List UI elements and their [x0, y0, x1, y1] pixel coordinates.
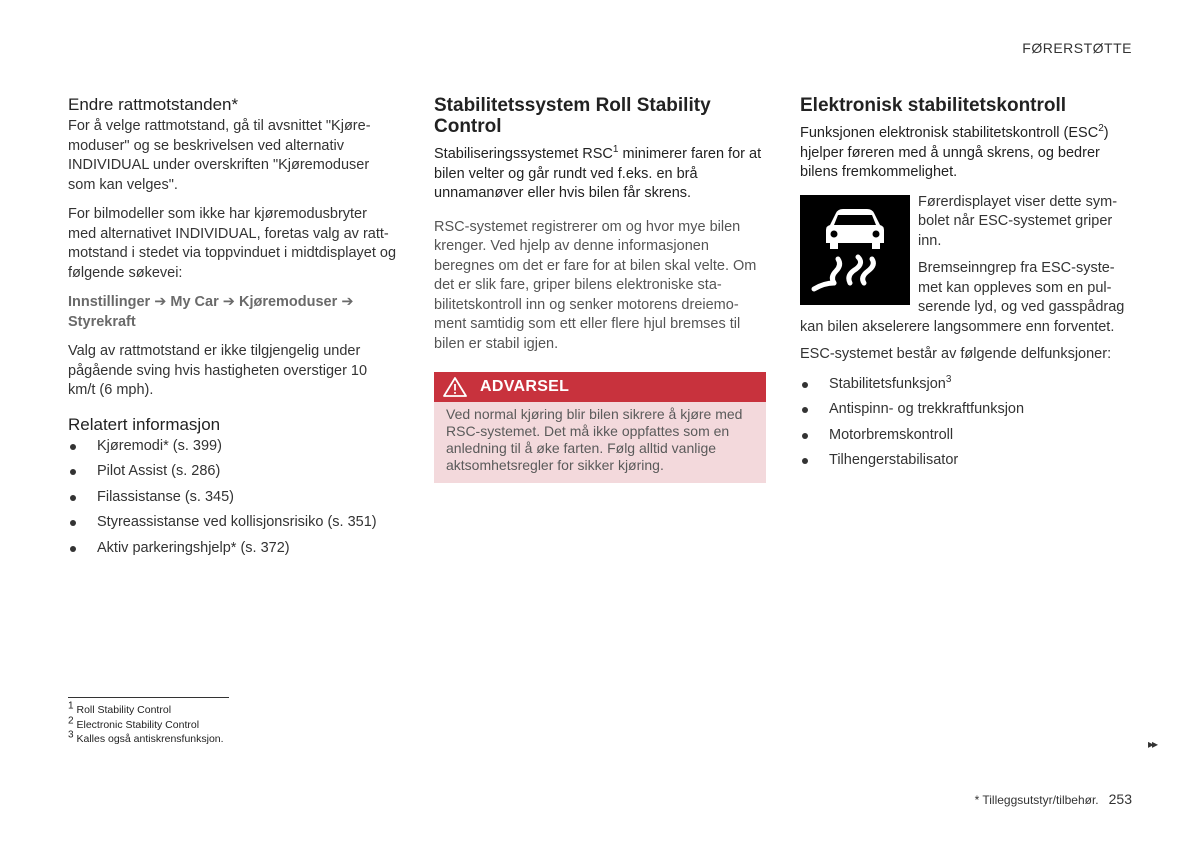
menu-path [68, 293, 398, 332]
esc-skid-icon [800, 195, 910, 305]
esc-symbol-block [800, 193, 1134, 346]
footnotes [68, 700, 224, 747]
heading-rsc: Stabilitetssystem Roll Stability Control [434, 95, 711, 137]
lead-paragraph: Stabiliseringssystemet RSC$^1$ minimerer faren for at bilen velter og går rundt ved f.eks. en brå unnamanøver eller hvis bilen får skrens. [434, 144, 762, 201]
bullet-icon [802, 433, 808, 439]
footnote: $^1$ Roll Stability Control [68, 700, 172, 716]
paragraph: Valg av rattmotstand er ikke tilgjengelig under pågående sving hvis hastigheten overstiger 10 km/t (6 mph). [68, 343, 368, 398]
path-step: My Car [170, 294, 219, 310]
related-link[interactable]: Styreassistanse ved kollisjonsrisiko (s. 351) [68, 513, 398, 533]
list-item: Tilhengerstabilisator [800, 451, 1134, 471]
column-left [68, 95, 398, 564]
arrow-right-icon: ➔ [341, 294, 354, 310]
section-header: FØRERSTØTTE [1022, 40, 1132, 56]
footnote: $^3$ Kalles også antiskrensfunksjon. [68, 729, 224, 745]
bullet-icon [802, 382, 808, 388]
heading-esc: Elektronisk stabilitetskontroll [800, 95, 1067, 116]
related-link[interactable]: Aktiv parkeringshjelp* (s. 372) [68, 539, 398, 559]
bullet-icon [802, 407, 808, 413]
warning-title: ADVARSEL [480, 378, 570, 395]
related-link[interactable]: Pilot Assist (s. 286) [68, 462, 398, 482]
related-link[interactable]: Kjøremodi* (s. 399) [68, 437, 398, 457]
warning-box [434, 372, 766, 483]
list-item: Stabilitetsfunksjon$^3$ [800, 375, 1134, 395]
paragraph: ESC-systemet består av følgende delfunksjoner: [800, 346, 1112, 362]
bullet-icon [802, 458, 808, 464]
lead-paragraph: Funksjonen elektronisk stabilitetskontroll (ESC$^2$) hjelper føreren med å unngå skrens, og bedrer bilens fremkommelighet. [800, 123, 1109, 180]
paragraph: For bilmodeller som ikke har kjøremodusbryter med alternativet INDIVIDUAL, foretas valg av ratt- motstand i stedet via toppvinduet i midtdisplayet og følgende søkevei: [68, 206, 397, 281]
bullet-icon [70, 546, 76, 552]
arrow-right-icon: ➔ [154, 294, 167, 310]
warning-header [434, 372, 766, 402]
page-footer [975, 791, 1132, 807]
path-step: Innstillinger [68, 294, 151, 310]
accessory-note: * Tilleggsutstyr/tilbehør. [974, 793, 1099, 807]
page-number: 253 [1108, 791, 1132, 807]
function-list [800, 375, 1134, 471]
column-middle [434, 95, 766, 483]
footnote: $^2$ Electronic Stability Control [68, 715, 200, 731]
bullet-icon [70, 495, 76, 501]
bullet-icon [70, 444, 76, 450]
related-list [68, 437, 398, 559]
next-page-icon[interactable]: ▸▸ [1148, 737, 1157, 751]
heading-steering-resistance: Endre rattmotstanden* [68, 95, 239, 114]
footnote-ref[interactable]: 1 [612, 144, 619, 156]
path-step: Styrekraft [68, 313, 136, 330]
footnote-divider [68, 697, 229, 698]
bullet-icon [70, 520, 76, 526]
arrow-right-icon: ➔ [222, 294, 235, 310]
related-link[interactable]: Filassistanse (s. 345) [68, 488, 398, 508]
warning-triangle-icon [442, 376, 468, 398]
paragraph: RSC-systemet registrerer om og hvor mye bilen krenger. Ved hjelp av denne informasjonen beregnes om det er fare for at bilen skal velte. Om det er slik fare, griper bilens elektroniske sta- bilitetskontroll inn og senker motorens dreiemo- ment samtidig som ett eller flere hjul bremses til bilen er stabil igjen. [434, 218, 757, 352]
footnote-ref[interactable]: 3 [945, 373, 952, 385]
bullet-icon [70, 469, 76, 475]
list-item: Motorbremskontroll [800, 426, 1134, 446]
warning-text: Ved normal kjøring blir bilen sikrere å kjøre med RSC-systemet. Det må ikke oppfattes som en anledning til å øke farten. Følg alltid vanlige aktsomhetsregler for sikker kjøring. [446, 406, 743, 473]
paragraph: Førerdisplayet viser dette sym- bolet når ESC-systemet griper inn. [918, 193, 1118, 249]
paragraph: Bremseinngrep fra ESC-syste- met kan oppleves som en pul- serende lyd, og ved gasspådrag kan bilen akselerere langsommere enn forventet. [800, 260, 1125, 335]
list-item: Antispinn- og trekkraftfunksjon [800, 400, 1134, 420]
path-step: Kjøremoduser [238, 294, 338, 310]
column-right [800, 95, 1134, 477]
related-info-heading: Relatert informasjon [68, 414, 221, 434]
paragraph: For å velge rattmotstand, gå til avsnittet "Kjøre- moduser" og se beskrivelsen ved alternativ INDIVIDUAL under overskriften "Kjøremoduser som kan velges". [68, 118, 371, 193]
footnote-ref[interactable]: 2 [1098, 123, 1104, 135]
